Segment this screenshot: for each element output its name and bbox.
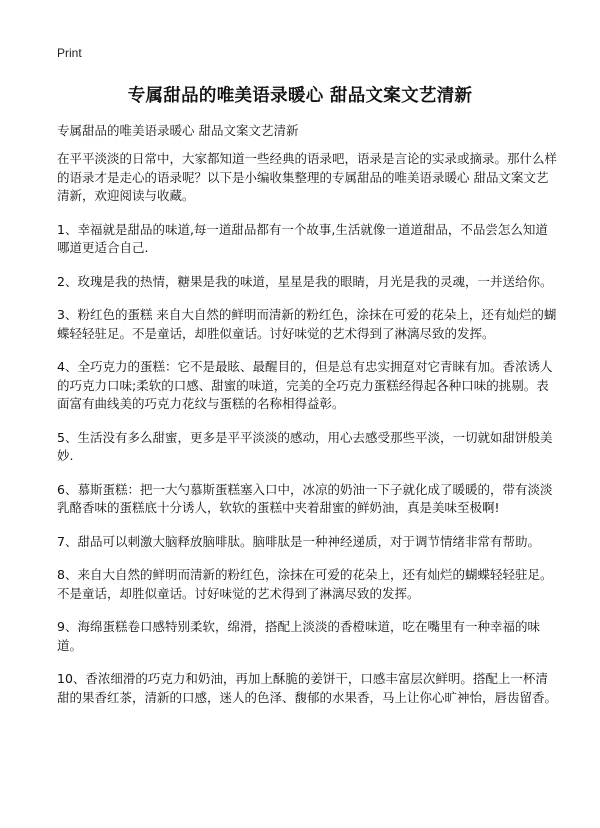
list-item: 6、慕斯蛋糕：把一大勺慕斯蛋糕塞入口中，冰凉的奶油一下子就化成了暖暖的，带有淡淡乳酪香味的蛋糕底十分诱人，软软的蛋糕中夹着甜蜜的鲜奶油，真是美味至极啊! (57, 481, 553, 515)
list-item: 8、来自大自然的鲜明而清新的粉红色，涂抹在可爱的花朵上，还有灿烂的蝴蝶轻轻驻足。不是童话，却胜似童话。讨好味觉的艺术得到了淋漓尽致的发挥。 (57, 567, 553, 601)
document-subtitle: 专属甜品的唯美语录暖心 甜品文案文艺清新 (57, 123, 299, 138)
list-item: 7、甜品可以刺激大脑释放脑啡肽。脑啡肽是一种神经递质，对于调节情绪非常有帮助。 (57, 533, 540, 549)
list-item: 9、海绵蛋糕卷口感特别柔软，绵滑，搭配上淡淡的香橙味道，吃在嘴里有一种幸福的味道。 (57, 619, 540, 653)
list-item: 2、玫瑰是我的热情，糖果是我的味道，星星是我的眼睛，月光是我的灵魂，一并送给你。 (57, 273, 553, 289)
list-item: 5、生活没有多么甜蜜，更多是平平淡淡的感动，用心去感受那些平淡，一切就如甜饼般美妙. (57, 429, 553, 463)
list-item: 3、粉红色的蛋糕 来自大自然的鲜明而清新的粉红色，涂抹在可爱的花朵上，还有灿烂的蝴蝶轻轻驻足。不是童话，却胜似童话。讨好味觉的艺术得到了淋漓尽致的发挥。 (57, 307, 557, 341)
list-item: 10、香浓细滑的巧克力和奶油，再加上酥脆的姜饼干，口感丰富层次鲜明。搭配上一杯清甜的果香红茶，清新的口感，迷人的色泽、馥郁的水果香，马上让你心旷神怡，唇齿留香。 (57, 671, 558, 705)
list-item: 1、幸福就是甜品的味道,每一道甜品都有一个故事,生活就像一道道甜品，不品尝怎么知道哪道更适合自己. (57, 221, 548, 255)
document-title: 专属甜品的唯美语录暖心 甜品文案文艺清新 (127, 86, 473, 106)
intro-paragraph: 在平平淡淡的日常中，大家都知道一些经典的语录吧，语录是言论的实录或摘录。那什么样的语录才是走心的语录呢？以下是小编收集整理的专属甜品的唯美语录暖心 甜品文案文艺清新，欢迎阅读与收藏。 (57, 151, 558, 203)
article-body (57, 150, 557, 722)
list-item: 4、全巧克力的蛋糕：它不是最眩、最醒目的，但是总有忠实拥趸对它青睐有加。香浓诱人的巧克力口味;柔软的口感、甜蜜的味道，完美的全巧克力蛋糕经得起各种口味的挑剔。表面富有曲线美的巧克力花纹与蛋糕的名称相得益彰。 (57, 359, 553, 411)
print-label[interactable]: Print (57, 46, 82, 60)
